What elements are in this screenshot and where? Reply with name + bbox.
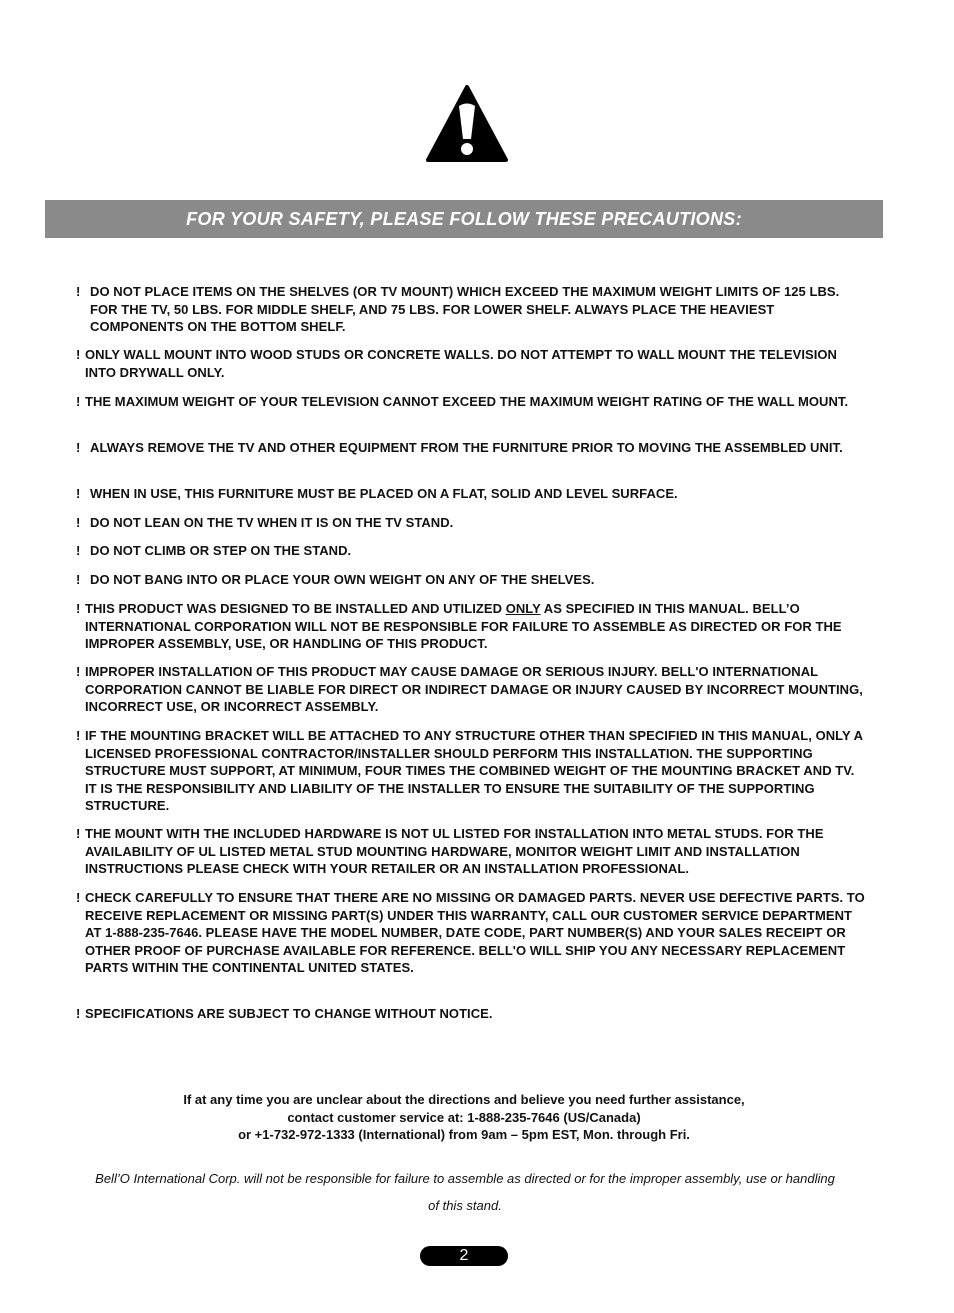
help-line: or +1-732-972-1333 (International) from 9am – 5pm EST, Mon. through Fri. [238,1127,690,1142]
exclamation-mark: ! [76,890,81,905]
warning-triangle-icon [424,84,510,162]
exclamation-mark: ! [76,394,81,409]
precaution-text: ONLY WALL MOUNT INTO WOOD STUDS OR CONCRETE WALLS. DO NOT ATTEMPT TO WALL MOUNT THE TELEVISION INTO DRYWALL ONLY. [85,347,837,380]
exclamation-mark: ! [76,347,81,362]
precaution-item [76,825,866,878]
exclamation-mark: ! [76,284,81,299]
precaution-text: THE MAXIMUM WEIGHT OF YOUR TELEVISION CANNOT EXCEED THE MAXIMUM WEIGHT RATING OF THE WALL MOUNT. [85,394,849,409]
disclaimer-line: Bell’O International Corp. will not be responsible for failure to assemble as directed or for the improper assembly, use or handling [95,1171,835,1186]
precaution-text: DO NOT LEAN ON THE TV WHEN IT IS ON THE TV STAND. [90,515,454,530]
customer-service-note [0,1091,928,1144]
exclamation-mark: ! [76,543,81,558]
precaution-item [76,283,866,336]
help-line: If at any time you are unclear about the directions and believe you need further assistance, [183,1092,745,1107]
underlined-word: ONLY [505,601,541,616]
precaution-item [76,600,866,653]
precaution-text: WHEN IN USE, THIS FURNITURE MUST BE PLACED ON A FLAT, SOLID AND LEVEL SURFACE. [90,486,678,501]
precaution-item [76,514,866,532]
precaution-text [76,600,866,653]
precaution-item [76,889,866,977]
precaution-item [76,727,866,815]
exclamation-mark: ! [76,515,81,530]
precaution-text: DO NOT CLIMB OR STEP ON THE STAND. [90,543,352,558]
precaution-text: ALWAYS REMOVE THE TV AND OTHER EQUIPMENT FROM THE FURNITURE PRIOR TO MOVING THE ASSEMBLED UNIT. [90,440,843,455]
exclamation-mark: ! [76,440,81,455]
exclamation-mark: ! [76,1006,81,1021]
precaution-text: DO NOT PLACE ITEMS ON THE SHELVES (OR TV MOUNT) WHICH EXCEED THE MAXIMUM WEIGHT LIMITS OF 125 LBS. FOR THE TV, 50 LBS. FOR MIDDLE SHELF, AND 75 LBS. FOR LOWER SHELF. ALWAYS PLACE THE HEAVIEST COMPONENTS ON THE BOTTOM SHELF. [90,284,840,334]
precaution-text: IMPROPER INSTALLATION OF THIS PRODUCT MAY CAUSE DAMAGE OR SERIOUS INJURY. BELL'O INTERNATIONAL CORPORATION CANNOT BE LIABLE FOR DIRECT OR INDIRECT DAMAGE OR INJURY CAUSED BY INCORRECT MOUNTING, INCORRECT USE, OR INCORRECT ASSEMBLY. [85,664,863,714]
safety-banner [45,200,883,238]
help-line: contact customer service at: 1-888-235-7646 (US/Canada) [287,1109,641,1125]
precaution-text: SPECIFICATIONS ARE SUBJECT TO CHANGE WITHOUT NOTICE. [85,1006,493,1021]
precaution-item [76,439,866,457]
exclamation-mark: ! [76,826,81,841]
precaution-text: IF THE MOUNTING BRACKET WILL BE ATTACHED TO ANY STRUCTURE OTHER THAN SPECIFIED IN THIS MANUAL, ONLY A LICENSED PROFESSIONAL CONTRACTOR/INSTALLER SHOULD PERFORM THIS INSTALLATION. THE SUPPORTING STRUCTURE MUST SUPPORT, AT MINIMUM, FOUR TIMES THE COMBINED WEIGHT OF THE MOUNTING BRACKET AND TV. IT IS THE RESPONSIBILITY AND LIABILITY OF THE INSTALLER TO ENSURE THE SUITABILITY OF THE SUPPORTING STRUCTURE. [85,728,863,813]
precaution-text: THE MOUNT WITH THE INCLUDED HARDWARE IS NOT UL LISTED FOR INSTALLATION INTO METAL STUDS. FOR THE AVAILABILITY OF UL LISTED METAL STUD MOUNTING HARDWARE, MONITOR WEIGHT LIMIT AND INSTALLATION INSTRUCTIONS PLEASE CHECK WITH YOUR RETAILER OR AN INSTALLATION PROFESSIONAL. [85,826,824,876]
precaution-text-part: AS SPECIFIED IN THIS MANUAL. BELL’O INTERNATIONAL CORPORATION WILL NOT BE RESPONSIBLE FOR FAILURE TO ASSEMBLE AS DIRECTED OR FOR THE IMPROPER ASSEMBLY, USE, OR HANDLING OF THIS PRODUCT. [85,601,842,651]
exclamation-mark: ! [76,486,81,501]
exclamation-mark: ! [76,728,81,743]
precaution-item [76,346,866,381]
exclamation-mark: ! [76,664,81,679]
precaution-text: DO NOT BANG INTO OR PLACE YOUR OWN WEIGHT ON ANY OF THE SHELVES. [90,572,595,587]
precaution-item [76,571,866,589]
precaution-item [76,542,866,560]
banner-title: FOR YOUR SAFETY, PLEASE FOLLOW THESE PRECAUTIONS: [186,208,742,229]
precaution-text-part: THIS PRODUCT WAS DESIGNED TO BE INSTALLED AND UTILIZED [85,601,506,616]
precaution-item [76,485,866,503]
exclamation-mark: ! [76,572,81,587]
disclaimer [40,1165,890,1219]
disclaimer-line: of this stand. [428,1198,502,1213]
precaution-item [76,1005,866,1023]
page-number: 2 [420,1246,508,1266]
precaution-item [76,663,866,716]
precaution-text: CHECK CAREFULLY TO ENSURE THAT THERE ARE NO MISSING OR DAMAGED PARTS. NEVER USE DEFECTIVE PARTS. TO RECEIVE REPLACEMENT OR MISSING PART(S) UNDER THIS WARRANTY, CALL OUR CUSTOMER SERVICE DEPARTMENT AT 1-888-235-7646. PLEASE HAVE THE MODEL NUMBER, DATE CODE, PART NUMBER(S) AND YOUR SALES RECEIPT OR OTHER PROOF OF PURCHASE AVAILABLE FOR REFERENCE. BELL'O WILL SHIP YOU ANY NECESSARY REPLACEMENT PARTS WITHIN THE CONTINENTAL UNITED STATES. [85,890,865,975]
exclamation-mark: ! [76,601,81,616]
precaution-item [76,393,866,411]
